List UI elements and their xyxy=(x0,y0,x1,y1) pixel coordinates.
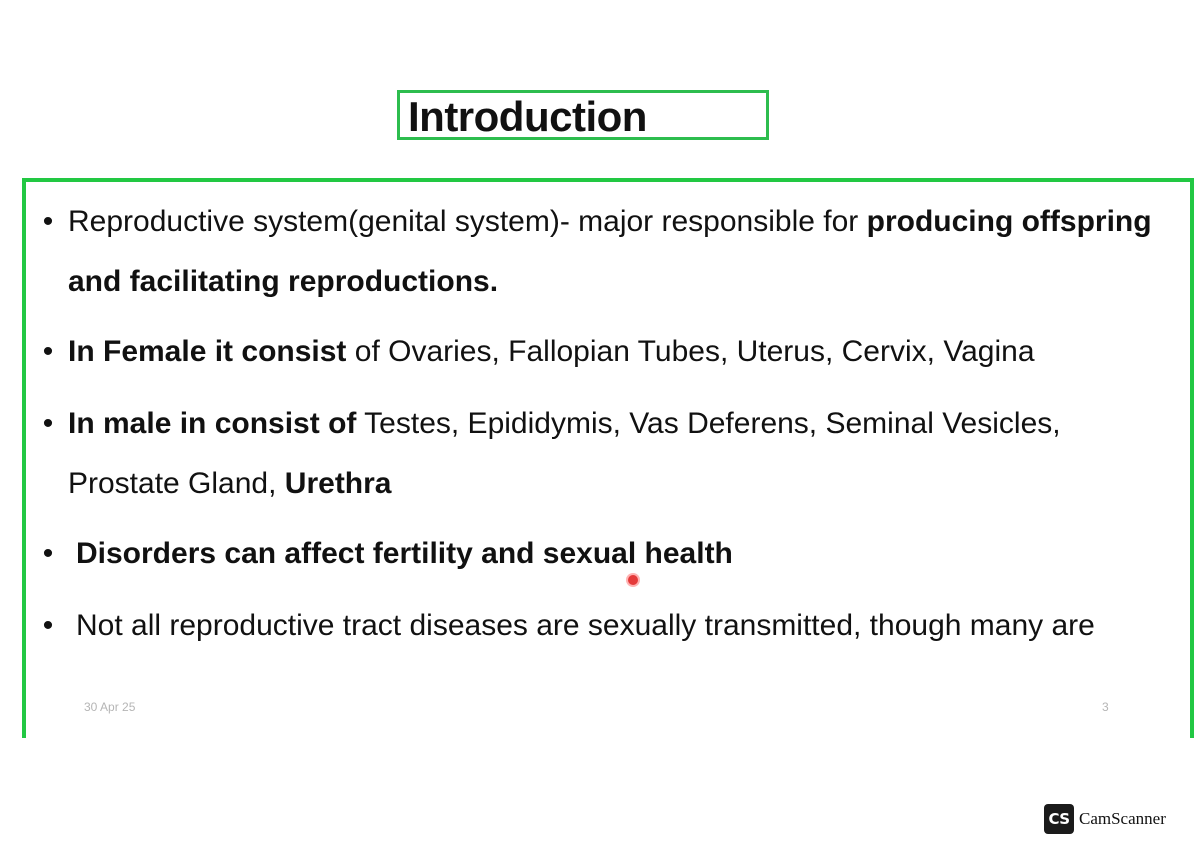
page-number: 3 xyxy=(1102,700,1109,714)
camscanner-brand-name: CamScanner xyxy=(1079,809,1166,828)
bullet-segment: Not all reproductive tract diseases are sexually transmitted, though many are xyxy=(76,609,1095,642)
bullet-segment: Testes, Epididymis, Vas Deferens, Seminal Vesicles, Prostate Gland, xyxy=(68,407,1061,500)
bullet-segment-bold: Disorders can affect fertility and sexual health xyxy=(76,537,733,570)
bullet-segment-bold: In Female it consist xyxy=(68,335,347,368)
bullet-segment: of Ovaries, Fallopian Tubes, Uterus, Cervix, Vagina xyxy=(346,335,1035,368)
bullet-marker: • xyxy=(42,335,54,368)
slide-title: Introduction xyxy=(408,93,647,140)
bullet-marker: • xyxy=(42,205,54,238)
bullet-text xyxy=(76,596,1116,656)
camscanner-watermark xyxy=(1044,804,1166,834)
bullet-segment-bold: producing offspring and facilitating reproductions. xyxy=(68,205,1152,298)
bullet-segment: Reproductive system(genital system)- major responsible for xyxy=(68,205,867,238)
slide-title-box xyxy=(397,90,769,140)
bullet-marker: • xyxy=(42,537,54,570)
bullet-text xyxy=(76,524,1136,584)
bullet-segment-bold: In male in consist of xyxy=(68,407,357,440)
bullet-marker: • xyxy=(42,609,54,642)
bullet-marker: • xyxy=(42,407,54,440)
bullet-text xyxy=(68,394,1168,514)
bullet-segment-bold: Urethra xyxy=(284,467,392,500)
content-box xyxy=(22,178,1194,738)
laser-pointer-dot xyxy=(628,575,638,585)
bullet-text xyxy=(68,192,1158,312)
camscanner-logo-icon: CS xyxy=(1044,804,1074,834)
footer-date: 30 Apr 25 xyxy=(84,700,136,714)
bullet-text xyxy=(68,322,1168,382)
